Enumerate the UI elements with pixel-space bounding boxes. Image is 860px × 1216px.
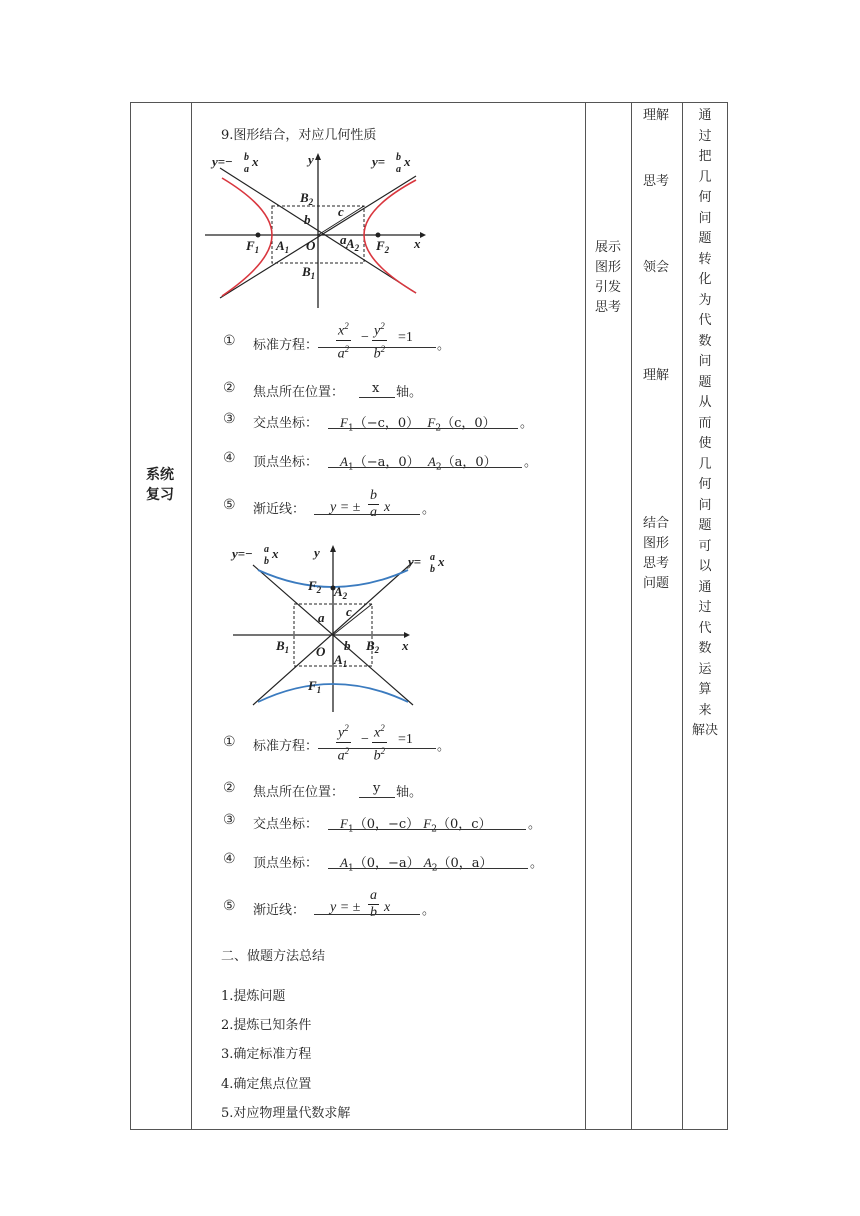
intent-char: 问 [698, 497, 712, 513]
asymptote-equation-2: y = ± $\frac{a}{b}$ x [314, 888, 420, 928]
item-number: ⑤ [223, 898, 236, 914]
focus-position-label: 焦点所在位置： [253, 785, 345, 800]
b1-label: $B_1$ [302, 264, 316, 281]
asym-right-label: y= a bx [408, 552, 445, 575]
asymptote-equation-1: y = ± $\frac{b}{a}$ x [314, 488, 420, 528]
intent-char: 以 [698, 559, 712, 574]
intent-char: 代 [698, 620, 712, 636]
intent-char: 算 [698, 682, 712, 697]
period: 。 [520, 416, 534, 431]
b-label: b [344, 638, 351, 653]
intent-char: 来 [698, 702, 712, 718]
standard-equation-1: $\frac{x^2}{a^2}$ − $\frac{y^2}{b^2}$ =1 [318, 318, 436, 358]
asymptote-label: 渐近线： [253, 502, 306, 517]
b1-label: $B_1$ [276, 638, 290, 655]
focus-f1-point [256, 233, 261, 238]
intent-char: 何 [698, 477, 712, 492]
intent-char: 题 [698, 231, 712, 246]
standard-eq-label: 标准方程： [253, 338, 319, 353]
f2-label: $F_2$ [308, 578, 322, 595]
a-label: a [340, 232, 347, 247]
hyperbola-figure-horizontal [200, 148, 428, 310]
b-label: b [304, 212, 311, 227]
intent-char: 使 [698, 436, 712, 451]
intent-char: 运 [698, 661, 712, 677]
c-label: c [346, 604, 352, 619]
item-number: ① [223, 734, 236, 750]
item-number: ① [223, 333, 236, 349]
intersection-label: 交点坐标： [253, 817, 319, 832]
period: 。 [422, 502, 436, 517]
origin-label: O [316, 644, 326, 659]
focus-f2-point [376, 233, 381, 238]
x-axis-arrow [420, 232, 426, 238]
method-item: 1.提炼问题 [221, 989, 286, 1004]
f2-label: $F_2$ [376, 238, 390, 255]
y-axis-arrow [330, 545, 336, 552]
item-number: ⑤ [223, 497, 236, 513]
intent-char: 从 [698, 395, 712, 410]
standard-equation-2: $\frac{y^2}{a^2}$ − $\frac{x^2}{b^2}$ =1 [318, 720, 436, 760]
intent-char: 解决 [691, 723, 718, 738]
focus-coordinates: $F_1(-c$，0） $F_2(c$，0） [340, 415, 496, 434]
intent-char: 通 [698, 579, 712, 595]
item-number: ③ [223, 411, 236, 427]
student-activity: 思考 [642, 174, 669, 189]
student-activity: 领会 [642, 260, 669, 275]
vertex-label: 顶点坐标： [253, 856, 319, 871]
column-divider [585, 102, 586, 1130]
intent-char: 可 [698, 538, 712, 554]
x-label: x [414, 236, 421, 251]
section-label-line1: 系统 [146, 467, 174, 483]
intent-char: 而 [698, 415, 712, 431]
intent-char: 题 [698, 374, 712, 390]
intent-char: 数 [698, 333, 712, 349]
a2-label: $A_2$ [346, 236, 360, 253]
segment-c [333, 604, 372, 635]
intent-char: 化 [698, 272, 712, 287]
intent-char: 通 [698, 108, 712, 123]
item-title: 9.图形结合，对应几何性质 [221, 128, 377, 143]
y-axis-arrow [315, 153, 321, 160]
b2-label: $B_2$ [366, 638, 380, 655]
focus-coordinates: $F_1(0$，−c） $F_2(0$，c） [340, 816, 492, 835]
method-item: 2.提炼已知条件 [221, 1018, 312, 1033]
student-activity: 理解 [642, 368, 669, 383]
intent-char: 过 [698, 600, 712, 615]
item-number: ④ [223, 851, 236, 867]
intent-char: 数 [698, 641, 712, 656]
f1-label: $F_1$ [308, 678, 322, 695]
b2-label: $B_2$ [300, 190, 314, 207]
axis-suffix: 轴。 [396, 385, 423, 400]
a-label: a [318, 610, 325, 625]
item-number: ③ [223, 812, 236, 828]
a1-label: $A_1$ [334, 652, 348, 669]
item-number: ② [223, 780, 236, 796]
intent-char: 问 [698, 354, 712, 369]
f1-label: $F_1$ [246, 238, 260, 255]
asym-left-label: y=− b ax [212, 152, 259, 175]
student-activity: 结合 图形 思考 问题 [642, 516, 669, 591]
intent-char: 过 [698, 128, 712, 144]
period: 。 [422, 903, 436, 918]
student-activity: 理解 [642, 108, 669, 123]
y-label: y [308, 152, 314, 167]
focus-axis-value: x [372, 381, 380, 396]
intent-char: 问 [698, 210, 712, 226]
period: 。 [437, 739, 451, 754]
hyperbola-figure-vertical [228, 540, 456, 716]
asym-right-label: y= b ax [372, 152, 411, 175]
section-heading: 二、做题方法总结 [221, 949, 326, 964]
intent-char: 转 [698, 251, 712, 267]
x-label: x [402, 638, 409, 653]
column-divider [631, 102, 632, 1130]
intent-char: 代 [698, 313, 712, 328]
focus-position-label: 焦点所在位置： [253, 385, 345, 400]
standard-eq-label: 标准方程： [253, 739, 319, 754]
period: 。 [524, 455, 538, 470]
period: 。 [528, 817, 542, 832]
a1-label: $A_1$ [276, 238, 290, 255]
intent-char: 几 [698, 169, 712, 185]
y-label: y [314, 545, 320, 560]
intersection-label: 交点坐标： [253, 416, 319, 431]
origin-label: O [306, 238, 316, 253]
vertex-label: 顶点坐标： [253, 455, 319, 470]
intent-char: 几 [698, 456, 712, 472]
item-number: ④ [223, 450, 236, 466]
asymptote-label: 渐近线： [253, 903, 306, 918]
method-item: 5.对应物理量代数求解 [221, 1106, 351, 1121]
intent-char: 题 [698, 518, 712, 533]
hyperbola-right-branch [364, 180, 416, 293]
c-label: c [338, 204, 344, 219]
axis-suffix: 轴。 [396, 785, 423, 800]
a2-label: $A_2$ [334, 584, 348, 601]
item-number: ② [223, 380, 236, 396]
period: 。 [530, 856, 544, 871]
column-divider [682, 102, 683, 1130]
method-item: 4.确定焦点位置 [221, 1077, 312, 1092]
intent-char: 把 [698, 149, 712, 164]
method-item: 3.确定标准方程 [221, 1047, 312, 1062]
vertex-coordinates: $A_1(-a$，0） $A_2(a$，0） [340, 454, 497, 473]
column-divider [191, 102, 192, 1130]
focus-axis-value: y [373, 781, 381, 796]
design-intent [691, 106, 718, 742]
vertex-coordinates: $A_1(0$，−a） $A_2(0$，a） [340, 855, 493, 874]
intent-char: 为 [698, 292, 712, 308]
section-label-line2: 复习 [146, 487, 174, 503]
intent-char: 何 [698, 190, 712, 205]
teacher-activity: 展示 图形 引发 思考 [594, 240, 621, 315]
asym-left-label: y=− a bx [232, 544, 279, 567]
period: 。 [437, 338, 451, 353]
